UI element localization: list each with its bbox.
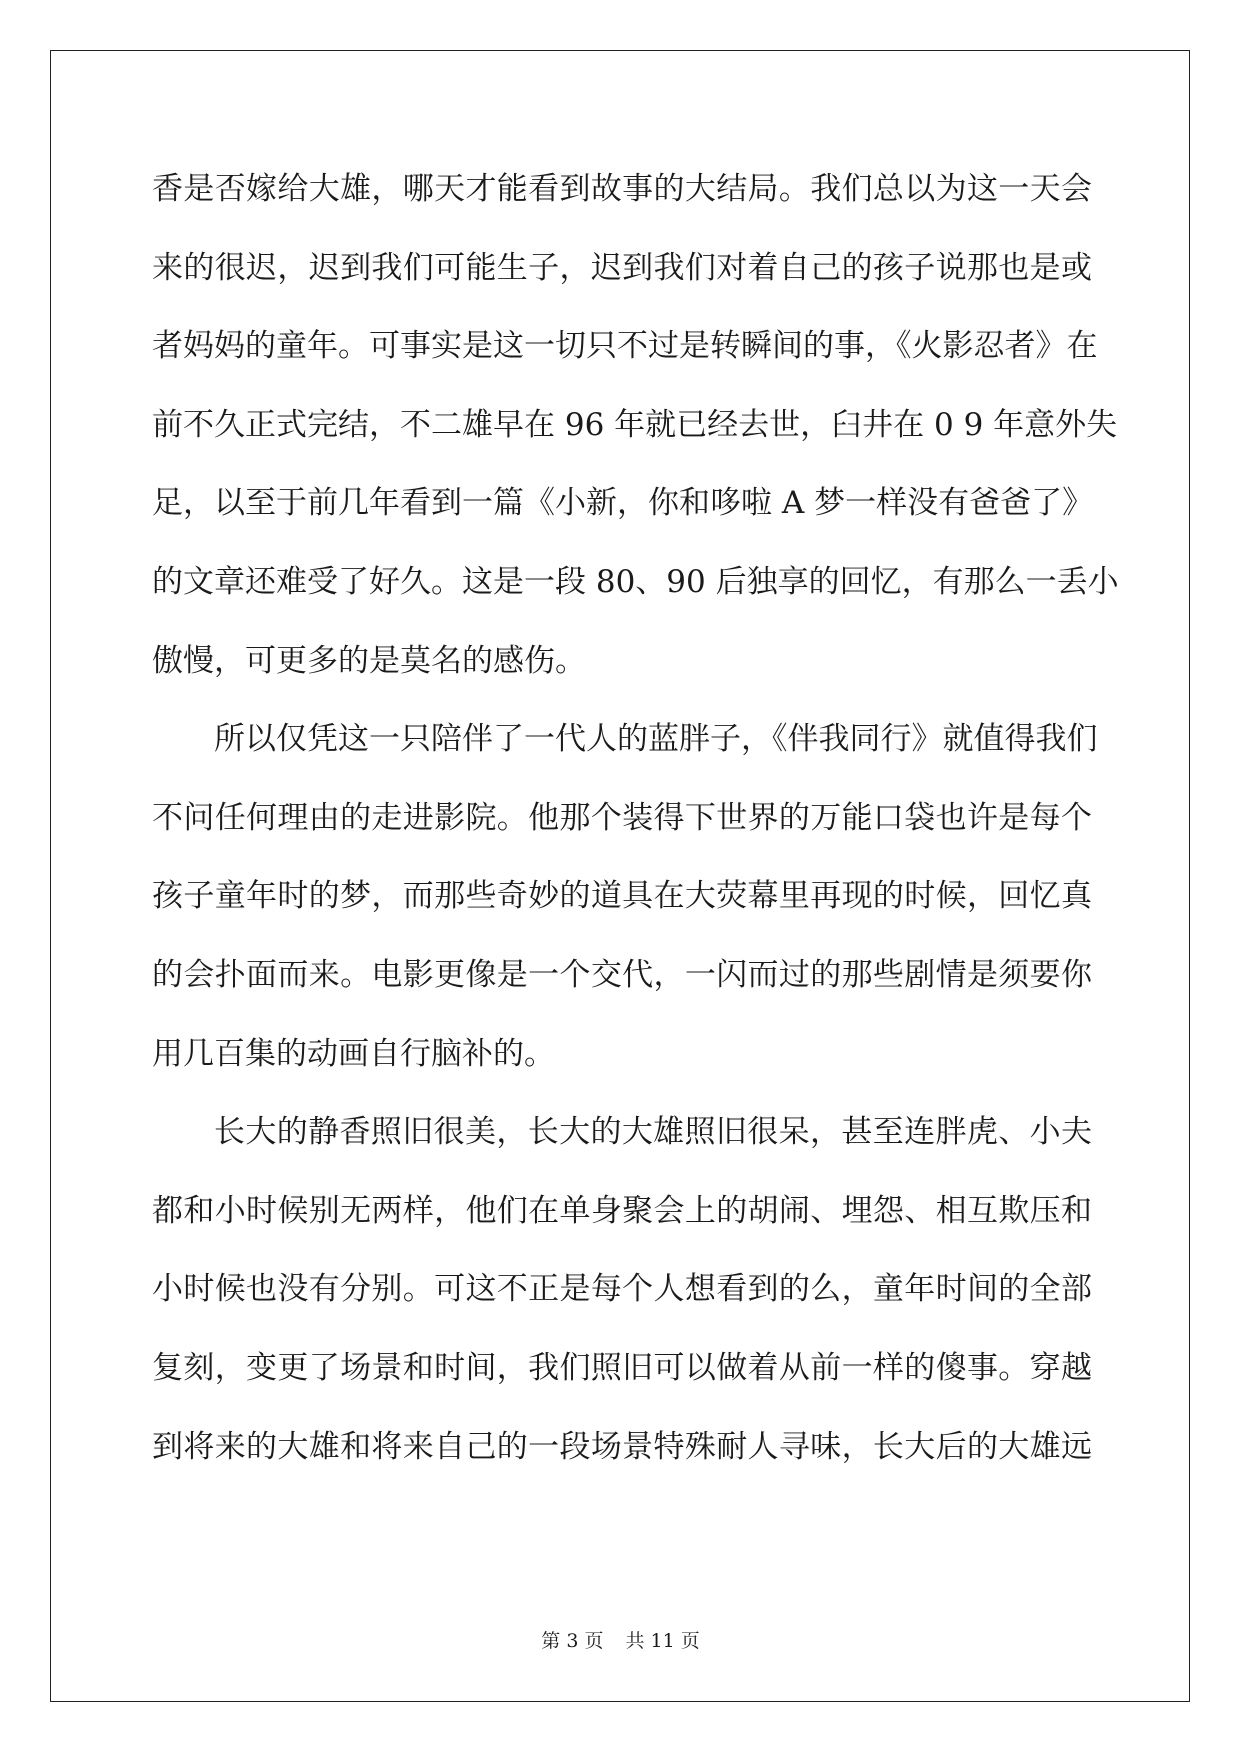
text-line: 前不久正式完结，不二雄早在 96 年就已经去世，臼井在 0 9 年意外失 <box>152 406 1118 443</box>
text-line: 所以仅凭这一只陪伴了一代人的蓝胖子，《伴我同行》就值得我们 <box>214 721 1098 758</box>
text-line: 者妈妈的童年。可事实是这一切只不过是转瞬间的事，《火影忍者》在 <box>152 328 1098 365</box>
text-line: 傲慢，可更多的是莫名的感伤。 <box>152 642 586 679</box>
text-line: 到将来的大雄和将来自己的一段场景特殊耐人寻味，长大后的大雄远 <box>152 1428 1092 1465</box>
text-line: 长大的静香照旧很美，长大的大雄照旧很呆，甚至连胖虎、小夫 <box>214 1114 1092 1151</box>
text-line: 小时候也没有分别。可这不正是每个人想看到的么，童年时间的全部 <box>152 1271 1092 1308</box>
text-line: 用几百集的动画自行脑补的。 <box>152 1035 555 1072</box>
page-footer <box>0 1626 1241 1653</box>
text-line: 的文章还难受了好久。这是一段 80、90 后独享的回忆，有那么一丢小 <box>152 563 1119 600</box>
text-line: 的会扑面而来。电影更像是一个交代，一闪而过的那些剧情是须要你 <box>152 956 1092 993</box>
document-body <box>152 150 1119 1486</box>
text-line: 来的很迟，迟到我们可能生子，迟到我们对着自己的孩子说那也是或 <box>152 249 1092 286</box>
text-line: 都和小时候别无两样，他们在单身聚会上的胡闹、埋怨、相互欺压和 <box>152 1192 1092 1229</box>
page-number: 第 3 页 <box>541 1630 604 1652</box>
page-total: 共 11 页 <box>625 1630 700 1652</box>
text-line: 香是否嫁给大雄，哪天才能看到故事的大结局。我们总以为这一天会 <box>152 171 1092 207</box>
text-line: 复刻，变更了场景和时间，我们照旧可以做着从前一样的傻事。穿越 <box>152 1349 1092 1386</box>
text-line: 不问任何理由的走进影院。他那个装得下世界的万能口袋也许是每个 <box>152 799 1092 836</box>
text-line: 孩子童年时的梦，而那些奇妙的道具在大荧幕里再现的时候，回忆真 <box>152 878 1092 915</box>
text-line: 足，以至于前几年看到一篇《小新，你和哆啦 A 梦一样没有爸爸了》 <box>152 485 1094 522</box>
